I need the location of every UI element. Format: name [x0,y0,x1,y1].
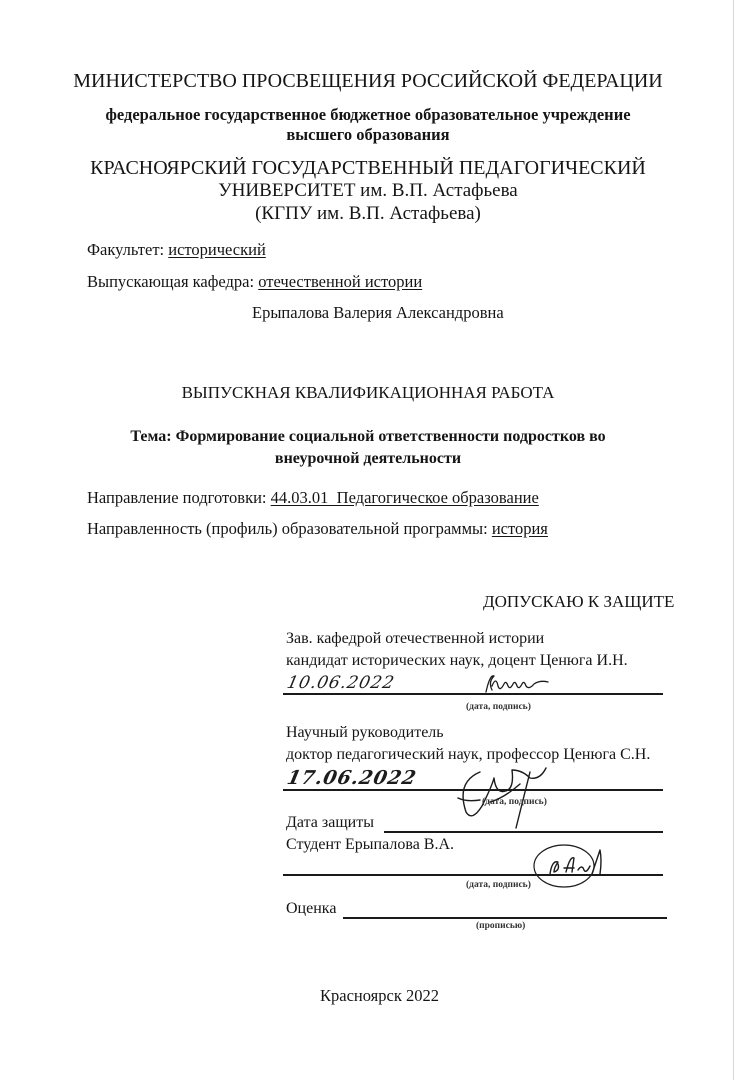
head-of-dept-handwritten-date: 10.06.2022 [285,673,397,693]
profile-label: Направленность (профиль) образовательной программы: [87,519,492,538]
supervisor-line2: доктор педагогический наук, профессор Ценюга С.Н. [286,746,651,763]
supervisor-caption: (дата, подпись) [482,797,547,807]
profile-value: история [491,519,548,538]
head-of-dept-caption: (дата, подпись) [466,702,531,712]
faculty-row [87,240,266,260]
profile-row [87,519,548,539]
university-name-line1: КРАСНОЯРСКИЙ ГОСУДАРСТВЕННЫЙ ПЕДАГОГИЧЕСКИЙ [90,157,646,179]
supervisor-line1: Научный руководитель [286,724,444,741]
institution-type-line2: высшего образования [286,125,450,144]
grade-line [343,917,667,919]
defense-date-line [384,831,663,833]
institution-type-line1: федеральное государственное бюджетное образовательное учреждение [105,105,631,124]
student-full-name: Ерыпалова Валерия Александровна [252,303,504,322]
topic-line1: Тема: Формирование социальной ответственности подростков во [130,428,606,445]
grade-label: Оценка [286,900,337,917]
student-signature-icon [530,840,620,896]
city-year: Красноярск 2022 [320,986,439,1005]
topic-line2: внеурочной деятельности [274,450,462,467]
head-of-dept-signature-icon [480,668,620,698]
direction-value: 44.03.01 Педагогическое образование [270,488,539,507]
supervisor-signature-icon [450,758,560,830]
student-label: Студент Ерыпалова В.А. [286,836,455,853]
head-of-dept-line1: Зав. кафедрой отечественной истории [286,630,545,647]
faculty-value: исторический [168,240,266,259]
ministry-title: МИНИСТЕРСТВО ПРОСВЕЩЕНИЯ РОССИЙСКОЙ ФЕДЕРАЦИИ [73,70,663,92]
head-of-dept-line2: кандидат исторических наук, доцент Ценюга И.Н. [286,652,628,669]
university-abbreviation: (КГПУ им. В.П. Астафьева) [255,203,481,224]
direction-label: Направление подготовки: [87,488,271,507]
student-caption: (дата, подпись) [466,880,531,890]
university-name-line2: УНИВЕРСИТЕТ им. В.П. Астафьева [218,180,518,201]
work-title: ВЫПУСКНАЯ КВАЛИФИКАЦИОННАЯ РАБОТА [181,383,555,402]
faculty-label: Факультет: [87,240,169,259]
department-label: Выпускающая кафедра: [87,272,259,291]
direction-row [87,488,539,508]
supervisor-handwritten-date: 17.06.2022 [285,767,419,789]
approval-heading: ДОПУСКАЮ К ЗАЩИТЕ [483,592,675,611]
defense-date-label: Дата защиты [286,814,374,831]
department-value: отечественной истории [258,272,423,291]
grade-caption: (прописью) [476,921,526,931]
department-row [87,272,422,292]
